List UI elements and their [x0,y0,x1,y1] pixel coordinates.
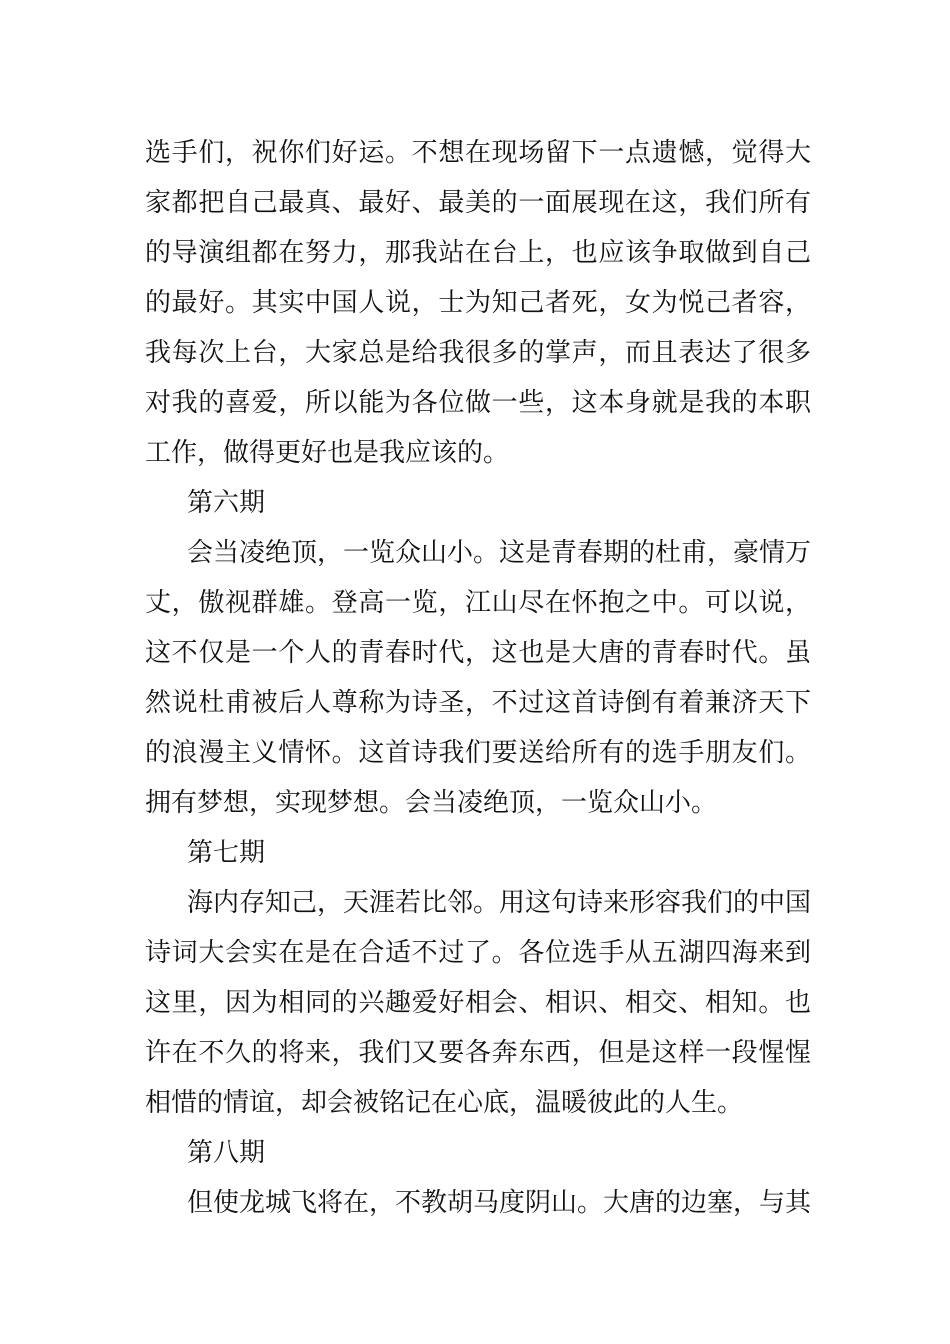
section-heading-7: 第七期 [187,838,266,868]
paragraph-section-6: 会当凌绝顶，一览众山小。这是青春期的杜甫，豪情万丈，傲视群雄。登高一览，江山尽在怀抱之中。可以说，这不仅是一个人的青春时代，这也是大唐的青春时代。虽然说杜甫被后人尊称为诗圣，不过这首诗倒有着兼济天下的浪漫主义情怀。这首诗我们要送给所有的选手朋友们。拥有梦想，实现梦想。会当凌绝顶，一览众山小。 [145,538,812,818]
section-heading-8: 第八期 [187,1138,266,1168]
paragraph-intro: 选手们，祝你们好运。不想在现场留下一点遗憾，觉得大家都把自己最真、最好、最美的一面展现在这，我们所有的导演组都在努力，那我站在台上，也应该争取做到自己的最好。其实中国人说，士为知己者死，女为悦己者容，我每次上台，大家总是给我很多的掌声，而且表达了很多对我的喜爱，所以能为各位做一些，这本身就是我的本职工作，做得更好也是我应该的。 [145,138,811,468]
document-page [145,128,811,1228]
section-heading-6: 第六期 [187,488,266,518]
paragraph-section-7: 海内存知己，天涯若比邻。用这句诗来形容我们的中国诗词大会实在是在合适不过了。各位选手从五湖四海来到这里，因为相同的兴趣爱好相会、相识、相交、相知。也许在不久的将来，我们又要各奔东西，但是这样一段惺惺相惜的情谊，却会被铭记在心底，温暖彼此的人生。 [145,888,812,1118]
paragraph-section-8: 但使龙城飞将在，不教胡马度阴山。大唐的边塞，与其 [187,1188,812,1218]
